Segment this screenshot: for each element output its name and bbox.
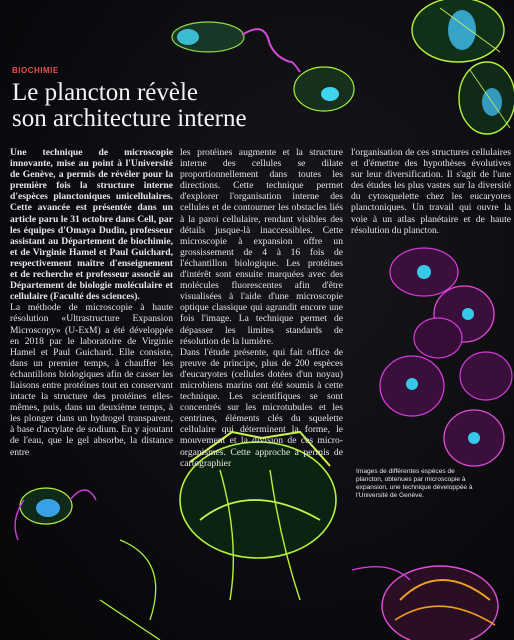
plankton-cell-bottom-right [352, 566, 498, 640]
body-paragraph: Dans l'étude présente, qui fait office de preuve de principe, plus de 200 espèces d'eucaryotes (cellules dotées d'un noyau) microbiens marins ont été soumis à cette technique. Les scientifiques se sont concentrés sur les microtubules et les centrines, éléments clés du squelette cellulaire qui déterminent la forme, le mouvement et la division de ces micro-organismes. Cette approche a permis de cartographier [180, 346, 343, 469]
image-caption: Images de différentes espèces de plancton, obtenues par microscopie à expansion, une technique développée à l'Université de Genève. [356, 468, 473, 499]
text-column-1 [10, 147, 173, 458]
plankton-cell-top-right [412, 0, 514, 134]
lead-paragraph: Une technique de microscopie innovante, mise au point à l'Université de Genève, a permis de révéler pour la première fois la structure interne d'espèces planctoniques unicellulaires. Cette avancée est présentée dans un article paru le 31 octobre dans Cell, par les équipes d'Omaya Dudin, professeur assistant au Département de biochimie, et de Virginie Hamel et Paul Guichard, respectivement maître d'enseignement et de recherche et professeur associé au Département de biologie moléculaire et cellulaire (Faculté des sciences). [10, 147, 173, 303]
article-headline [12, 80, 312, 132]
body-paragraph: l'organisation de ces structures cellulaires et d'émettre des hypothèses évolutives sur leur diversification. Il s'agit de l'une des études les plus vastes sur la diversité du cytosquelette chez les eucaryotes planctoniques. Un travail qui ouvre la voie à un atlas planétaire et de haute résolution du plancton. [351, 147, 511, 236]
body-paragraph: les protéines augmente et la structure interne des cellules se dilate proportionnellement dans toutes les directions. Cette technique permet d'explorer l'organisation interne des cellules et de contourner les obstacles liés à la paroi cellulaire, rendant visibles des détails jusque-là inaccessibles. Cette microscopie à expansion offre un grossissement de 4 à 16 fois de l'échantillon biologique. Les protéines d'intérêt sont ensuite marquées avec des molécules fluorescentes afin d'être visualisées à l'aide d'une microscopie optique classique qui agrandit encore une fois l'image. La technique permet de dépasser les limites standards de résolution de la lumière. [180, 147, 343, 347]
text-column-2 [180, 147, 343, 469]
section-rubric: BIOCHIMIE [12, 66, 59, 75]
text-column-3 [351, 147, 511, 236]
headline-line-1: Le plancton révèle [12, 79, 199, 106]
headline-line-2: son architecture interne [12, 105, 247, 132]
plankton-cluster-right [380, 248, 512, 466]
body-paragraph: La méthode de microscopie à haute résolution «Ultrastructure Expansion Microscopy» (U-ExM) a été développée en 2018 par le laboratoire de Virginie Hamel et Paul Guichard. Elle consiste, dans un premier temps, à chauffer les échantillons biologiques afin de casser les liaisons entre protéines tout en conservant intacte la structure des protéines elles-mêmes, puis, dans un deuxième temps, à les plonger dans un hydrogel transparent, à base d'acrylate de sodium. En y ajoutant de l'eau, que le gel absorbe, la distance entre [10, 302, 173, 458]
plankton-cell-bottom-left [15, 488, 96, 540]
